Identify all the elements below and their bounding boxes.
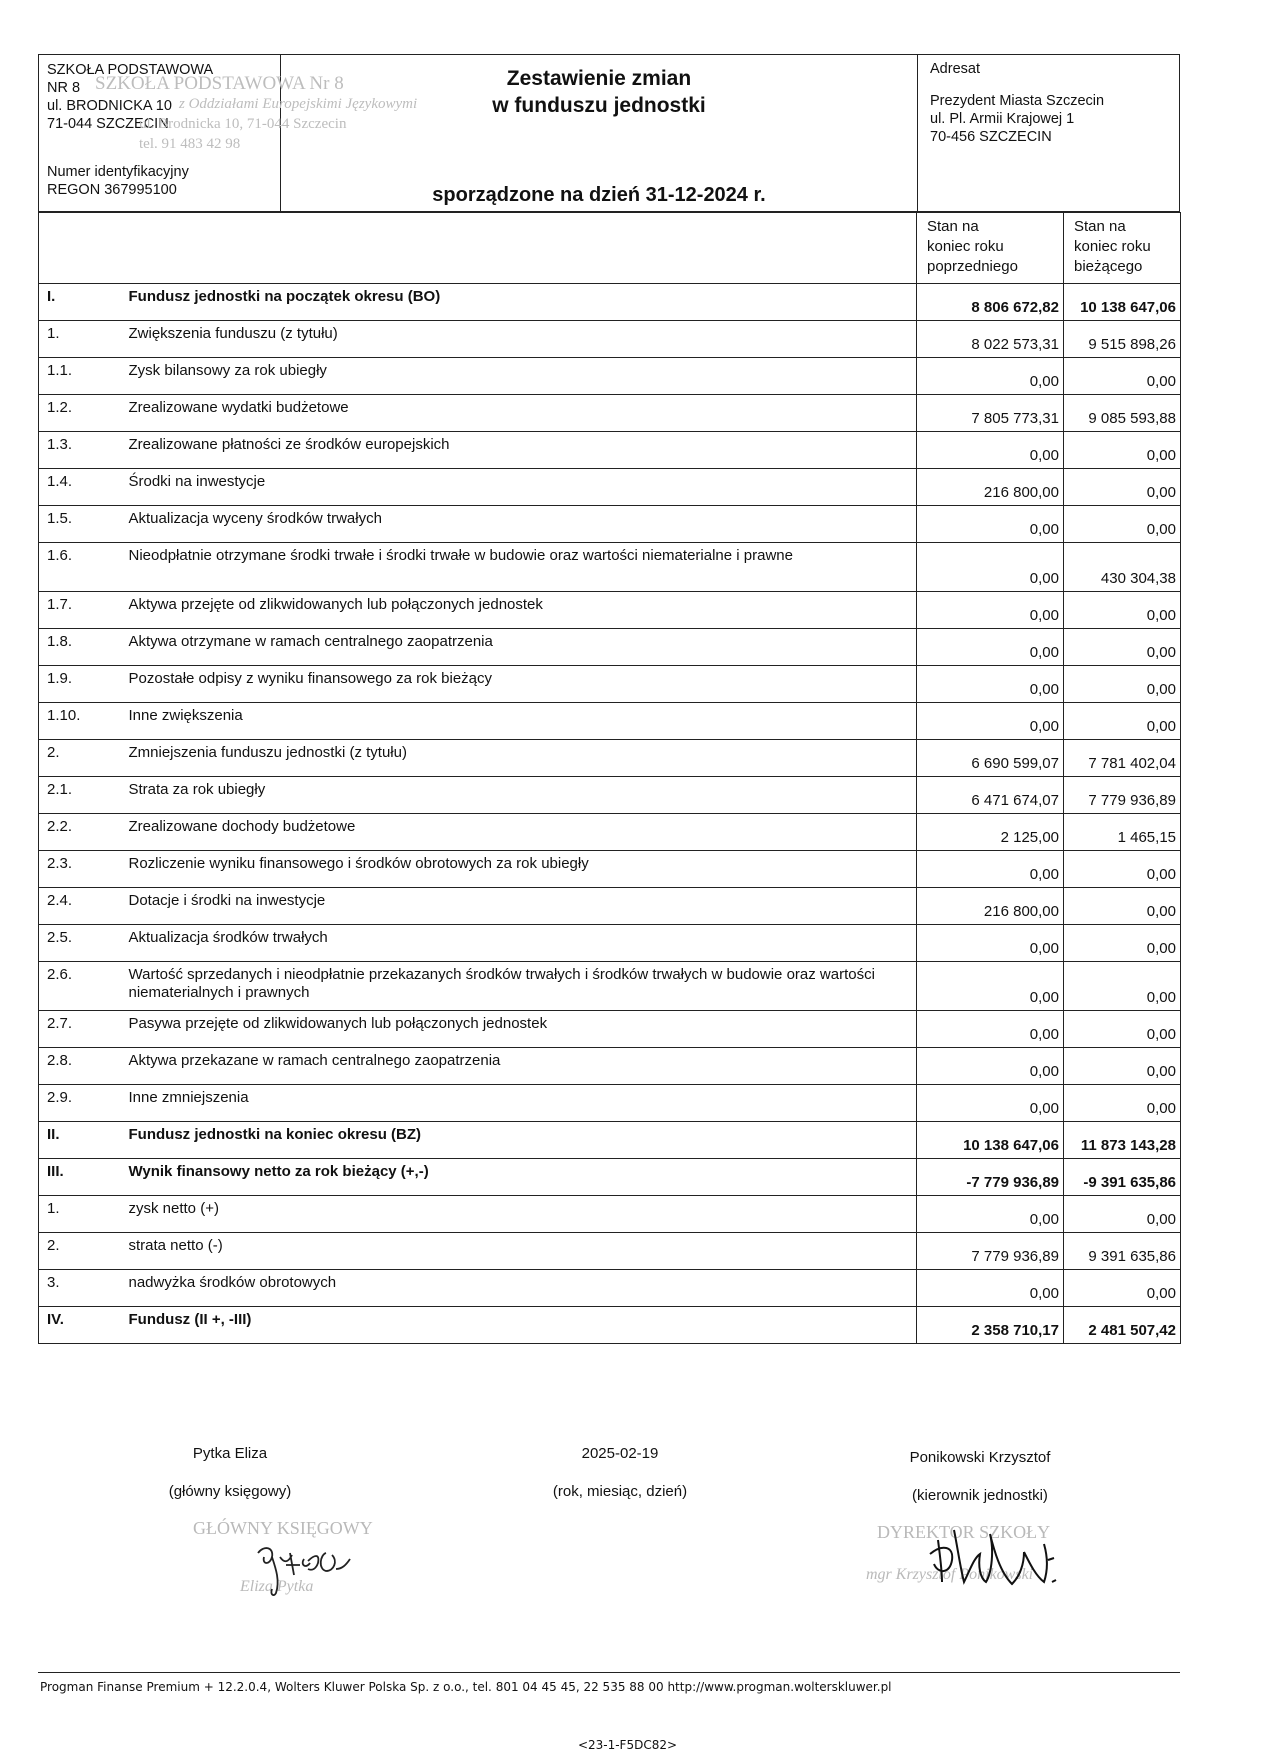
row-value-previous: 0,00 [917, 506, 1064, 543]
row-value-previous: 0,00 [917, 358, 1064, 395]
row-number: III. [39, 1159, 129, 1196]
row-value-previous: 0,00 [917, 1196, 1064, 1233]
row-value-previous: 0,00 [917, 851, 1064, 888]
row-value-current: 10 138 647,06 [1064, 284, 1181, 321]
software-footer: Progman Finanse Premium + 12.2.0.4, Wolters Kluwer Polska Sp. z o.o., tel. 801 04 45 45, 22 535 88 00 http://www.progman.wolterskluwer.pl [40, 1680, 892, 1694]
row-label: Zrealizowane wydatki budżetowe [129, 395, 917, 432]
table-row [39, 1159, 1181, 1196]
row-number: 2. [39, 1233, 129, 1270]
document-header [38, 54, 1180, 212]
regon: REGON 367995100 [47, 182, 177, 198]
row-number: I. [39, 284, 129, 321]
row-value-previous: 0,00 [917, 1085, 1064, 1122]
row-value-current: 0,00 [1064, 666, 1181, 703]
row-value-previous: 0,00 [917, 543, 1064, 592]
row-label: Fundusz jednostki na koniec okresu (BZ) [129, 1122, 917, 1159]
row-number: 1. [39, 321, 129, 358]
head-role: (kierownik jednostki) [912, 1487, 1048, 1504]
row-value-current: 430 304,38 [1064, 543, 1181, 592]
row-label: nadwyżka środków obrotowych [129, 1270, 917, 1307]
table-row [39, 1307, 1181, 1344]
head-stamp-title: DYREKTOR SZKOŁY [877, 1522, 1051, 1542]
row-value-current: 11 873 143,28 [1064, 1122, 1181, 1159]
table-row [39, 1011, 1181, 1048]
row-value-current: 0,00 [1064, 1048, 1181, 1085]
row-value-previous: 8 806 672,82 [917, 284, 1064, 321]
row-value-previous: 6 690 599,07 [917, 740, 1064, 777]
table-row [39, 284, 1181, 321]
column-header-line: poprzedniego [927, 258, 1018, 275]
row-value-previous: 216 800,00 [917, 888, 1064, 925]
row-value-current: -9 391 635,86 [1064, 1159, 1181, 1196]
table-row [39, 358, 1181, 395]
table-row [39, 777, 1181, 814]
table-row [39, 925, 1181, 962]
table-row [39, 543, 1181, 592]
row-number: 1.2. [39, 395, 129, 432]
row-value-previous: 0,00 [917, 925, 1064, 962]
row-label: Zysk bilansowy za rok ubiegły [129, 358, 917, 395]
table-row [39, 321, 1181, 358]
row-number: 2.8. [39, 1048, 129, 1085]
table-row [39, 740, 1181, 777]
row-number: 1.4. [39, 469, 129, 506]
head-name: Ponikowski Krzysztof [909, 1449, 1051, 1466]
row-value-current: 9 085 593,88 [1064, 395, 1181, 432]
table-row [39, 592, 1181, 629]
school-stamp-line: SZKOŁA PODSTAWOWA Nr 8 [95, 73, 344, 94]
table-row [39, 1122, 1181, 1159]
row-label: Aktualizacja wyceny środków trwałych [129, 506, 917, 543]
row-number: 1.10. [39, 703, 129, 740]
row-label: Aktywa otrzymane w ramach centralnego zaopatrzenia [129, 629, 917, 666]
column-header-previous [917, 213, 1064, 284]
row-label: Zrealizowane dochody budżetowe [129, 814, 917, 851]
row-number: 3. [39, 1270, 129, 1307]
table-header-row [39, 213, 1181, 284]
addressee-line: 70-456 SZCZECIN [930, 129, 1052, 145]
row-value-previous: 10 138 647,06 [917, 1122, 1064, 1159]
row-value-current: 9 391 635,86 [1064, 1233, 1181, 1270]
row-number: II. [39, 1122, 129, 1159]
row-value-previous: 0,00 [917, 432, 1064, 469]
row-value-current: 0,00 [1064, 469, 1181, 506]
unit-line: 71-044 SZCZECIN [47, 116, 169, 132]
row-number: 2.5. [39, 925, 129, 962]
column-header-current [1064, 213, 1181, 284]
row-label: Aktywa przejęte od zlikwidowanych lub połączonych jednostek [129, 592, 917, 629]
addressee-label: Adresat [930, 61, 980, 77]
table-row [39, 888, 1181, 925]
row-number: 2.7. [39, 1011, 129, 1048]
table-row [39, 666, 1181, 703]
row-value-current: 0,00 [1064, 1270, 1181, 1307]
row-value-previous: 0,00 [917, 962, 1064, 1011]
accountant-signature-icon [250, 1535, 390, 1600]
row-value-current: 0,00 [1064, 1196, 1181, 1233]
row-value-current: 7 781 402,04 [1064, 740, 1181, 777]
accountant-name: Pytka Eliza [192, 1445, 268, 1462]
row-number: 2.2. [39, 814, 129, 851]
document-code: <23-1-F5DC82> [577, 1738, 678, 1752]
row-number: 1.7. [39, 592, 129, 629]
unit-info [39, 55, 418, 211]
row-value-previous: 0,00 [917, 1048, 1064, 1085]
addressee-line: ul. Pl. Armii Krajowej 1 [930, 111, 1075, 127]
school-stamp-line: ul. Brodnicka 10, 71-044 Szczecin [139, 116, 347, 132]
row-value-previous: 2 125,00 [917, 814, 1064, 851]
row-value-current: 2 481 507,42 [1064, 1307, 1181, 1344]
table-row [39, 506, 1181, 543]
footer-divider [38, 1672, 1180, 1673]
row-value-current: 0,00 [1064, 925, 1181, 962]
row-number: 2.4. [39, 888, 129, 925]
title-line: w funduszu jednostki [492, 94, 706, 117]
table-row [39, 629, 1181, 666]
row-number: 2.1. [39, 777, 129, 814]
row-label: Wynik finansowy netto za rok bieżący (+,-) [129, 1159, 917, 1196]
accountant-role: (główny księgowy) [168, 1483, 292, 1500]
row-number: IV. [39, 1307, 129, 1344]
table-row [39, 1085, 1181, 1122]
column-header-line: bieżącego [1074, 258, 1143, 275]
row-label: Środki na inwestycje [129, 469, 917, 506]
row-value-current: 0,00 [1064, 358, 1181, 395]
row-number: 2.3. [39, 851, 129, 888]
row-label: Zmniejszenia funduszu jednostki (z tytułu) [129, 740, 917, 777]
row-value-current: 0,00 [1064, 1085, 1181, 1122]
row-value-previous: 0,00 [917, 1011, 1064, 1048]
row-value-current: 0,00 [1064, 888, 1181, 925]
school-stamp-line: z Oddziałami Europejskimi Językowymi [179, 96, 418, 112]
header-blank-cell [39, 213, 917, 284]
row-number: 2. [39, 740, 129, 777]
fund-changes-table [38, 212, 1181, 1344]
row-value-current: 0,00 [1064, 592, 1181, 629]
table-row [39, 703, 1181, 740]
row-value-current: 7 779 936,89 [1064, 777, 1181, 814]
unit-line: ul. BRODNICKA 10 [47, 98, 172, 114]
table-row [39, 851, 1181, 888]
row-value-previous: 6 471 674,07 [917, 777, 1064, 814]
row-label: Dotacje i środki na inwestycje [129, 888, 917, 925]
column-header-line: Stan na [1074, 218, 1126, 235]
unit-line: SZKOŁA PODSTAWOWA [47, 62, 214, 78]
row-label: Inne zmniejszenia [129, 1085, 917, 1122]
row-value-previous: -7 779 936,89 [917, 1159, 1064, 1196]
row-value-previous: 216 800,00 [917, 469, 1064, 506]
head-signature-icon [920, 1500, 1100, 1595]
row-value-current: 0,00 [1064, 506, 1181, 543]
row-value-current: 0,00 [1064, 1011, 1181, 1048]
row-label: Pozostałe odpisy z wyniku finansowego za rok bieżący [129, 666, 917, 703]
row-value-current: 0,00 [1064, 432, 1181, 469]
school-stamp-line: tel. 91 483 42 98 [139, 136, 241, 152]
row-label: Strata za rok ubiegły [129, 777, 917, 814]
table-row [39, 1233, 1181, 1270]
addressee-line: Prezydent Miasta Szczecin [930, 93, 1105, 109]
row-label: Inne zwiększenia [129, 703, 917, 740]
row-value-previous: 7 805 773,31 [917, 395, 1064, 432]
table-row [39, 1270, 1181, 1307]
signing-date-label: (rok, miesiąc, dzień) [552, 1483, 688, 1500]
column-header-line: koniec roku [927, 238, 1004, 255]
row-number: 1.9. [39, 666, 129, 703]
row-value-current: 0,00 [1064, 629, 1181, 666]
table-row [39, 432, 1181, 469]
row-number: 1.5. [39, 506, 129, 543]
row-number: 2.6. [39, 962, 129, 1011]
row-value-previous: 0,00 [917, 666, 1064, 703]
row-value-previous: 0,00 [917, 1270, 1064, 1307]
accountant-stamp-name: Eliza Pytka [240, 1578, 314, 1595]
table-row [39, 962, 1181, 1011]
signing-date: 2025-02-19 [581, 1445, 659, 1462]
row-value-previous: 2 358 710,17 [917, 1307, 1064, 1344]
row-value-previous: 7 779 936,89 [917, 1233, 1064, 1270]
row-number: 1. [39, 1196, 129, 1233]
row-number: 1.1. [39, 358, 129, 395]
row-number: 2.9. [39, 1085, 129, 1122]
row-value-current: 1 465,15 [1064, 814, 1181, 851]
row-label: Aktualizacja środków trwałych [129, 925, 917, 962]
column-header-line: koniec roku [1074, 238, 1151, 255]
row-number: 1.6. [39, 543, 129, 592]
row-value-previous: 0,00 [917, 629, 1064, 666]
table-row [39, 469, 1181, 506]
addressee-block [917, 55, 1179, 211]
title-line: Zestawienie zmian [506, 67, 692, 90]
table-row [39, 814, 1181, 851]
row-value-current: 9 515 898,26 [1064, 321, 1181, 358]
row-value-current: 0,00 [1064, 703, 1181, 740]
row-label: Aktywa przekazane w ramach centralnego zaopatrzenia [129, 1048, 917, 1085]
row-value-previous: 0,00 [917, 592, 1064, 629]
row-label: Wartość sprzedanych i nieodpłatnie przekazanych środków trwałych i środków trwałych w budowie oraz wartości niematerialnych i prawnych [129, 962, 917, 1011]
row-value-previous: 8 022 573,31 [917, 321, 1064, 358]
id-label: Numer identyfikacyjny [47, 164, 189, 180]
table-row [39, 395, 1181, 432]
row-value-current: 0,00 [1064, 851, 1181, 888]
row-number: 1.3. [39, 432, 129, 469]
row-number: 1.8. [39, 629, 129, 666]
row-value-current: 0,00 [1064, 962, 1181, 1011]
document-title [281, 65, 917, 119]
unit-line: NR 8 [47, 80, 81, 96]
row-label: Fundusz (II +, -III) [129, 1307, 917, 1344]
row-label: zysk netto (+) [129, 1196, 917, 1233]
row-label: Rozliczenie wyniku finansowego i środków obrotowych za rok ubiegły [129, 851, 917, 888]
head-stamp-name: mgr Krzysztof Ponikowski [866, 1566, 1034, 1583]
row-label: Fundusz jednostki na początek okresu (BO) [129, 284, 917, 321]
table-row [39, 1048, 1181, 1085]
row-label: Zwiększenia funduszu (z tytułu) [129, 321, 917, 358]
column-header-line: Stan na [927, 218, 979, 235]
row-value-previous: 0,00 [917, 703, 1064, 740]
row-label: Pasywa przejęte od zlikwidowanych lub połączonych jednostek [129, 1011, 917, 1048]
table-row [39, 1196, 1181, 1233]
accountant-stamp-title: GŁÓWNY KSIĘGOWY [193, 1518, 373, 1538]
title-block [281, 55, 917, 211]
row-label: Zrealizowane płatności ze środków europejskich [129, 432, 917, 469]
document-date: sporządzone na dzień 31-12-2024 r. [432, 184, 766, 206]
row-label: Nieodpłatnie otrzymane środki trwałe i środki trwałe w budowie oraz wartości niematerialne i prawne [129, 543, 917, 592]
row-label: strata netto (-) [129, 1233, 917, 1270]
